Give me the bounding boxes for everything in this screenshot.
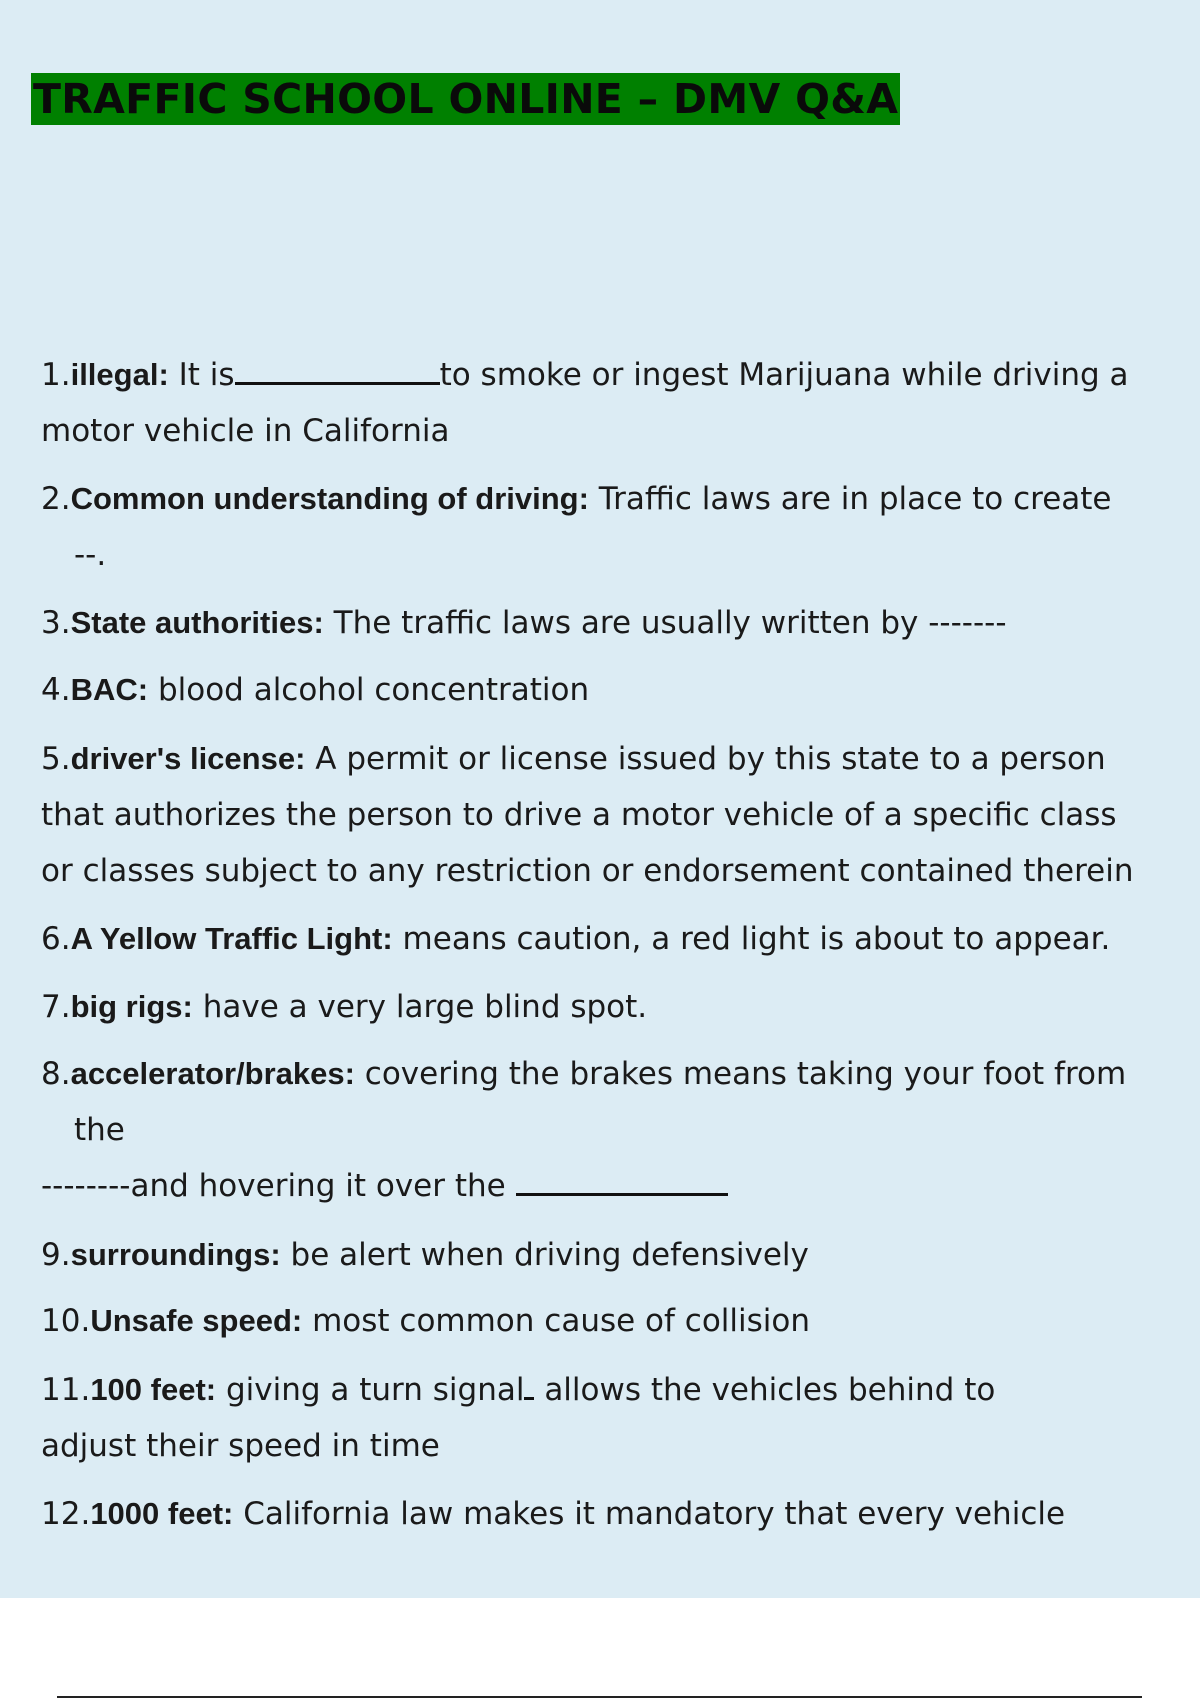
list-item: 10.Unsafe speed: most common cause of collision bbox=[41, 1303, 811, 1339]
page-title: TRAFFIC SCHOOL ONLINE – DMV Q&A bbox=[33, 75, 899, 123]
item-term: A Yellow Traffic Light: bbox=[70, 921, 393, 956]
list-item: 3.State authorities: The traffic laws are usually written by ------- bbox=[41, 605, 1007, 641]
item-continuation: --. bbox=[74, 537, 107, 573]
list-item: 6.A Yellow Traffic Light: means caution, a red light is about to appear. bbox=[41, 921, 1111, 957]
list-item: 1.illegal: It is to smoke or ingest Marijuana while driving a bbox=[41, 357, 1129, 393]
list-item: 5.driver's license: A permit or license issued by this state to a person bbox=[41, 741, 1106, 777]
list-item: 7.big rigs: have a very large blind spot. bbox=[41, 989, 648, 1025]
item-continuation: motor vehicle in California bbox=[41, 413, 450, 449]
list-item: 8.accelerator/brakes: covering the brakes means taking your foot from bbox=[41, 1056, 1127, 1092]
list-item: 2.Common understanding of driving: Traffic laws are in place to create bbox=[41, 481, 1112, 517]
item-term: State authorities: bbox=[70, 605, 324, 640]
item-term: big rigs: bbox=[70, 989, 193, 1024]
answer-blank bbox=[235, 362, 440, 385]
list-item: 9.surroundings: be alert when driving defensively bbox=[41, 1237, 809, 1273]
item-continuation: adjust their speed in time bbox=[41, 1428, 440, 1464]
item-continuation: the bbox=[74, 1112, 125, 1148]
item-term: BAC: bbox=[70, 672, 149, 707]
item-term: Unsafe speed: bbox=[90, 1303, 303, 1338]
item-continuation: that authorizes the person to drive a motor vehicle of a specific class bbox=[41, 797, 1117, 833]
item-term: illegal: bbox=[70, 357, 169, 392]
item-term: surroundings: bbox=[70, 1237, 281, 1272]
list-item: 11.100 feet: giving a turn signal allows the vehicles behind to bbox=[41, 1372, 996, 1408]
answer-blank bbox=[516, 1173, 728, 1196]
list-item: 12.1000 feet: California law makes it mandatory that every vehicle bbox=[41, 1496, 1066, 1532]
list-item: 4.BAC: blood alcohol concentration bbox=[41, 672, 590, 708]
item-term: 100 feet: bbox=[90, 1372, 217, 1407]
footer-divider bbox=[57, 1696, 1142, 1698]
item-continuation: or classes subject to any restriction or endorsement contained therein bbox=[41, 853, 1134, 889]
item-term: 1000 feet: bbox=[90, 1496, 234, 1531]
item-term: driver's license: bbox=[70, 741, 306, 776]
answer-blank bbox=[524, 1377, 534, 1400]
item-term: Common understanding of driving: bbox=[70, 481, 589, 516]
item-continuation: --------and hovering it over the bbox=[41, 1166, 728, 1206]
item-term: accelerator/brakes: bbox=[70, 1056, 355, 1091]
